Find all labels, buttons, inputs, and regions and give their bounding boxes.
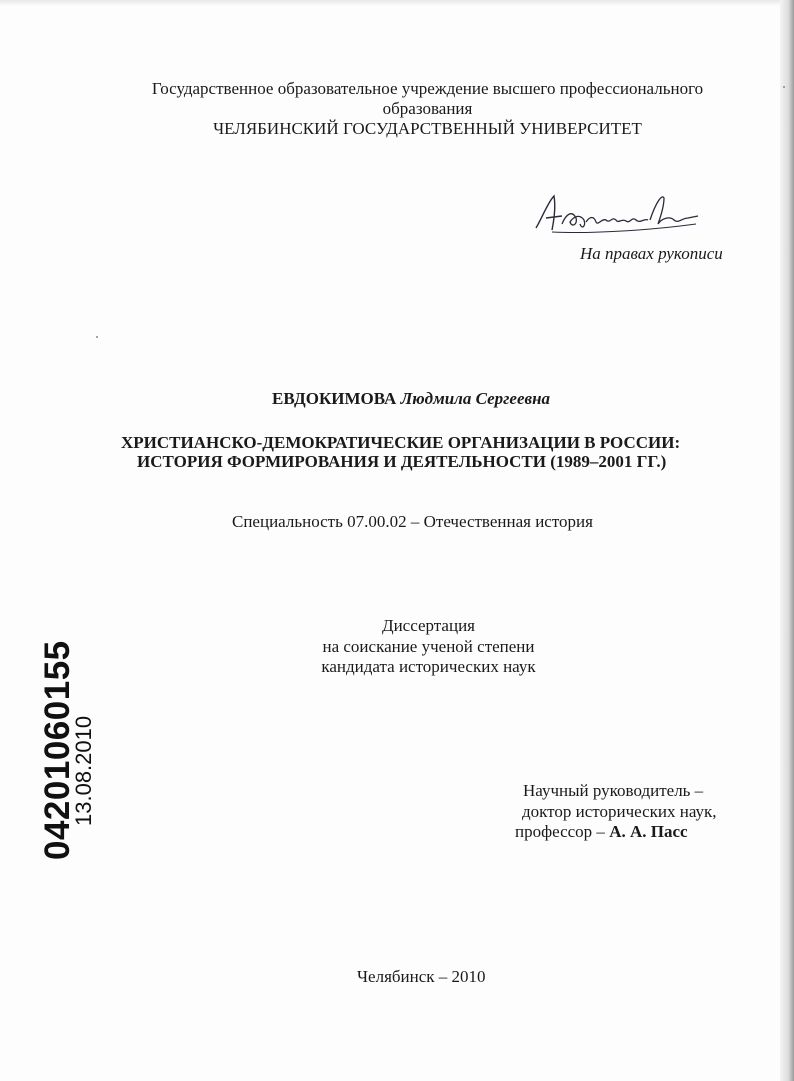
library-stamp-code: 04201060155 xyxy=(38,640,77,860)
university-name: ЧЕЛЯБИНСКИЙ ГОСУДАРСТВЕННЫЙ УНИВЕРСИТЕТ xyxy=(213,119,642,138)
degree-line-2: кандидата исторических наук xyxy=(321,657,536,676)
supervisor-line-1: Научный руководитель – xyxy=(523,781,704,800)
author-name xyxy=(272,389,550,409)
scan-speck xyxy=(96,336,98,338)
dissertation-title-line-1: ХРИСТИАНСКО-ДЕМОКРАТИЧЕСКИЕ ОРГАНИЗАЦИИ В РОССИИ: xyxy=(121,433,681,452)
library-stamp-date: 13.08.2010 xyxy=(71,715,96,826)
city-year: Челябинск – 2010 xyxy=(357,967,486,986)
supervisor-line-3 xyxy=(515,822,688,842)
dissertation-title-line-2: ИСТОРИЯ ФОРМИРОВАНИЯ И ДЕЯТЕЛЬНОСТИ (1989–2001 ГГ.) xyxy=(137,452,667,471)
page-right-edge xyxy=(780,0,794,1081)
dissertation-label: Диссертация xyxy=(381,616,475,635)
author-surname: ЕВДОКИМОВА xyxy=(272,389,397,408)
handwritten-signature xyxy=(532,188,702,244)
page-top-edge xyxy=(0,0,794,6)
supervisor-line-2: доктор исторических наук, xyxy=(522,802,717,821)
supervisor-name: А. А. Пасс xyxy=(609,822,688,841)
author-given-names: Людмила Сергеевна xyxy=(400,389,551,408)
scan-speck xyxy=(783,86,785,88)
institution-line-2: образования xyxy=(382,99,473,118)
institution-line-1: Государственное образовательное учреждение высшего профессионального xyxy=(151,79,704,98)
degree-line-1: на соискание ученой степени xyxy=(322,637,535,656)
manuscript-note: На правах рукописи xyxy=(580,244,723,263)
specialty: Специальность 07.00.02 – Отечественная история xyxy=(232,512,593,531)
supervisor-title: профессор – xyxy=(515,822,610,841)
